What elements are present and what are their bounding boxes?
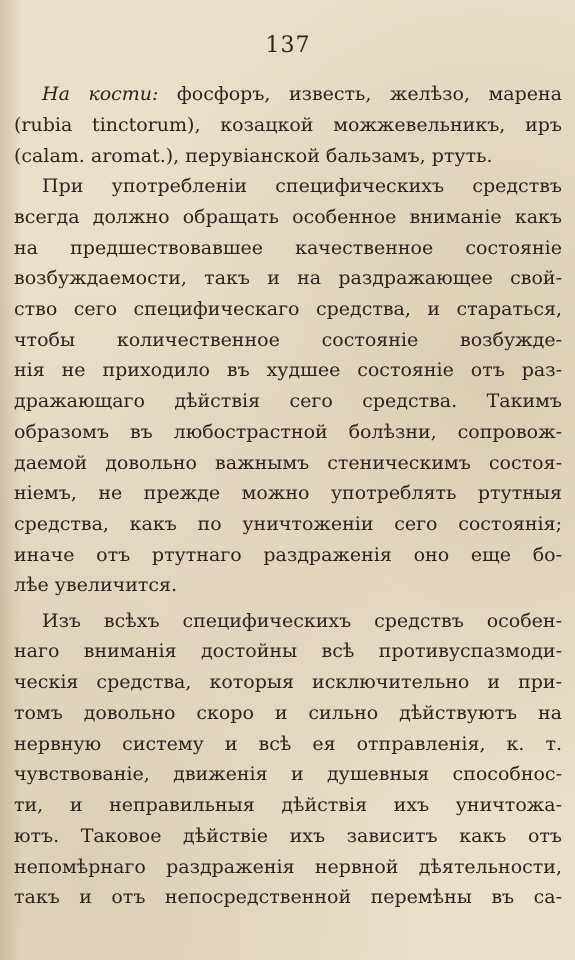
italic-lead: На кости: xyxy=(42,83,159,105)
text-line: ти, и неправильныя дѣйствія ихъ уничтожа- xyxy=(14,794,562,816)
text-span: фосфоръ, известь, желѣзо, марена xyxy=(176,83,562,105)
text-line: лѣе увеличится. xyxy=(14,574,178,596)
text-line: такъ и отъ непосредственной перемѣны въ са- xyxy=(14,886,562,908)
text-line: наго вниманія достойны всѣ противуспазмоди- xyxy=(14,640,562,662)
text-line: ютъ. Таковое дѣйствіе ихъ зависитъ какъ отъ xyxy=(14,825,562,847)
text-line: чтобы количественное состояніе возбужде- xyxy=(14,329,562,351)
text-line: на предшествовавшее качественное состояніе xyxy=(14,237,562,259)
text-line: средства, какъ по уничтоженіи сего состоянія; xyxy=(14,513,562,535)
page-number: 137 xyxy=(265,33,311,58)
book-page xyxy=(14,0,562,960)
text-line: дражающаго дѣйствія сего средства. Такимъ xyxy=(14,390,562,412)
text-line: возбуждаемости, такъ и на раздражающее свой- xyxy=(14,267,562,289)
text-line: Изъ всѣхъ специфическихъ средствъ особен- xyxy=(42,610,562,632)
text-line: образомъ въ любострастной болѣзни, сопровож- xyxy=(14,421,562,443)
text-line: нервную систему и всѣ ея отправленія, к. т. xyxy=(14,733,562,755)
text-line: При употребленіи специфическихъ средствъ xyxy=(42,175,562,197)
text-line xyxy=(14,78,562,110)
text-line: непомѣрнаго раздраженія нервной дѣятельности, xyxy=(14,856,562,878)
text-line: чувствованіе, движенія и душевныя способнос- xyxy=(14,763,562,785)
text-line: томъ довольно скоро и сильно дѣйствуютъ на xyxy=(14,702,562,724)
text-line: иначе отъ ртутнаго раздраженія оно еще бо- xyxy=(14,544,562,566)
text-line: (rubia tinctorum), козацкой можжевельникъ, иръ xyxy=(14,114,562,136)
text-line: всегда должно обращать особенное вниманіе какъ xyxy=(14,206,562,228)
text-line: ство сего специфическаго средства, и стараться, xyxy=(14,298,562,320)
text-line: даемой довольно важнымъ стеническимъ состоя- xyxy=(14,452,562,474)
text-line: (calam. aromat.), перувіанской бальзамъ, ртуть. xyxy=(14,145,493,167)
text-line: нія не приходило въ худшее состояніе отъ раз- xyxy=(14,359,562,381)
text-line: ніемъ, не прежде можно употреблять ртутныя xyxy=(14,482,562,504)
text-line: ческія средства, которыя исключительно и при- xyxy=(14,671,562,693)
